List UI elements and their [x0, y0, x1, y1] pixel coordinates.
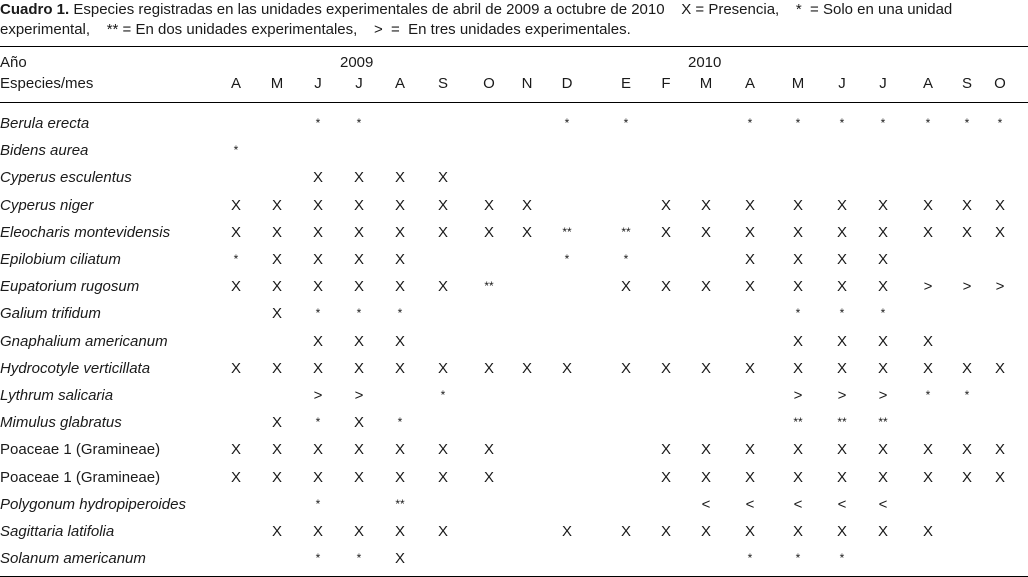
presence-cell: X	[922, 523, 933, 540]
presence-cell: **	[878, 415, 888, 430]
presence-cell: X	[353, 223, 364, 241]
presence-cell: *	[964, 116, 970, 130]
caption-label: Cuadro 1.	[0, 1, 70, 18]
presence-cell: X	[877, 278, 888, 296]
presence-cell: *	[564, 116, 570, 130]
presence-cell: X	[353, 196, 364, 214]
month-header: J	[314, 75, 322, 92]
presence-cell: X	[437, 359, 448, 377]
presence-cell: X	[877, 468, 888, 486]
species-name: Bidens aurea	[0, 142, 89, 160]
presence-cell: X	[394, 332, 405, 350]
presence-cell: *	[925, 116, 931, 130]
species-name: Eupatorium rugosum	[0, 278, 140, 296]
presence-cell: <	[793, 495, 803, 513]
month-header: O	[994, 75, 1006, 92]
presence-cell: X	[836, 468, 847, 486]
table-row	[0, 518, 1028, 545]
presence-cell: *	[315, 496, 321, 511]
month-header: M	[270, 75, 284, 92]
top-rule	[0, 46, 1028, 47]
presence-cell: X	[312, 196, 323, 214]
presence-cell: X	[836, 523, 847, 540]
presence-cell: X	[230, 359, 241, 377]
table-row	[0, 110, 1028, 137]
month-header: M	[791, 75, 805, 92]
presence-cell: *	[839, 551, 845, 566]
presence-cell: X	[922, 332, 933, 350]
presence-cell: X	[437, 523, 448, 540]
species-name: Hydrocotyle verticillata	[0, 359, 151, 377]
presence-cell: *	[880, 116, 886, 130]
year-label: Año	[0, 54, 27, 71]
presence-cell: X	[521, 196, 532, 214]
presence-cell: X	[353, 169, 364, 187]
presence-cell: X	[353, 278, 364, 296]
presence-cell: >	[962, 278, 972, 296]
presence-cell: X	[483, 468, 494, 486]
presence-cell: >	[923, 278, 933, 296]
presence-cell: X	[836, 278, 847, 296]
presence-cell: X	[394, 468, 405, 486]
presence-cell: *	[233, 252, 239, 266]
presence-cell: X	[700, 223, 711, 241]
presence-cell: X	[744, 196, 755, 214]
presence-cell: *	[233, 143, 239, 158]
presence-cell: X	[836, 223, 847, 241]
month-header: A	[230, 75, 241, 92]
month-header: J	[838, 75, 846, 92]
presence-cell: X	[271, 223, 282, 241]
species-name: Cyperus niger	[0, 196, 94, 214]
month-header: E	[620, 75, 631, 92]
month-header: O	[483, 75, 495, 92]
presence-cell: X	[922, 196, 933, 214]
presence-cell: X	[961, 468, 972, 486]
presence-cell: X	[700, 278, 711, 296]
presence-cell: <	[837, 495, 847, 513]
table-row	[0, 137, 1028, 164]
presence-cell: *	[315, 551, 321, 566]
presence-cell: X	[620, 278, 631, 296]
presence-cell: <	[701, 495, 711, 513]
species-name: Cyperus esculentus	[0, 169, 132, 187]
table-row	[0, 355, 1028, 382]
presence-cell: *	[964, 388, 970, 402]
presence-cell: X	[792, 251, 803, 268]
presence-cell: X	[353, 359, 364, 377]
presence-cell: X	[394, 441, 405, 459]
presence-cell: X	[700, 359, 711, 377]
presence-cell: X	[312, 359, 323, 377]
presence-cell: X	[394, 169, 405, 187]
presence-cell: X	[230, 196, 241, 214]
presence-cell: X	[994, 196, 1005, 214]
presence-cell: X	[961, 223, 972, 241]
presence-cell: *	[997, 116, 1003, 130]
table-row	[0, 464, 1028, 491]
presence-cell: X	[521, 223, 532, 241]
month-header: S	[961, 75, 972, 92]
presence-cell: X	[961, 196, 972, 214]
presence-cell: X	[744, 523, 755, 540]
presence-cell: *	[925, 388, 931, 402]
presence-cell: X	[437, 468, 448, 486]
presence-cell: X	[792, 359, 803, 377]
presence-cell: X	[394, 251, 405, 268]
table-row	[0, 382, 1028, 409]
presence-cell: *	[440, 388, 446, 402]
presence-cell: X	[836, 332, 847, 350]
presence-cell: X	[394, 223, 405, 241]
presence-cell: X	[994, 223, 1005, 241]
presence-cell: X	[312, 468, 323, 486]
presence-cell: X	[922, 359, 933, 377]
presence-cell: **	[484, 279, 494, 294]
year-2010: 2010	[688, 54, 722, 71]
presence-cell: X	[312, 441, 323, 459]
presence-cell: X	[700, 196, 711, 214]
presence-cell: X	[483, 359, 494, 377]
presence-cell: X	[792, 468, 803, 486]
species-name: Mimulus glabratus	[0, 414, 122, 432]
presence-cell: X	[483, 441, 494, 459]
presence-cell: X	[353, 332, 364, 350]
presence-cell: >	[313, 387, 323, 404]
presence-cell: X	[836, 196, 847, 214]
table-row	[0, 300, 1028, 327]
presence-cell: X	[271, 196, 282, 214]
presence-cell: **	[395, 496, 405, 511]
presence-cell: X	[483, 196, 494, 214]
presence-cell: X	[521, 359, 532, 377]
presence-cell: X	[620, 523, 631, 540]
caption-line-2: experimental, ** = En dos unidades experimentales, > = En tres unidades experimentales.	[0, 21, 631, 38]
presence-cell: X	[353, 468, 364, 486]
presence-cell: X	[660, 223, 671, 241]
table-row	[0, 192, 1028, 219]
year-2009: 2009	[340, 54, 374, 71]
species-name: Galium trifidum	[0, 305, 101, 323]
presence-cell: *	[623, 116, 629, 130]
presence-cell: X	[353, 441, 364, 459]
presence-cell: X	[437, 278, 448, 296]
presence-cell: X	[230, 278, 241, 296]
presence-cell: X	[312, 251, 323, 268]
presence-cell: X	[961, 359, 972, 377]
presence-cell: X	[744, 223, 755, 241]
presence-cell: X	[994, 359, 1005, 377]
presence-cell: *	[315, 415, 321, 430]
presence-cell: X	[437, 169, 448, 187]
presence-cell: X	[877, 251, 888, 268]
species-name: Gnaphalium americanum	[0, 332, 168, 350]
month-header: F	[661, 75, 671, 92]
presence-cell: X	[353, 251, 364, 268]
species-name: Lythrum salicaria	[0, 387, 114, 404]
presence-cell: X	[437, 223, 448, 241]
presence-cell: **	[837, 415, 847, 430]
table-row	[0, 246, 1028, 273]
presence-cell: *	[880, 306, 886, 321]
month-header: A	[922, 75, 933, 92]
table-row	[0, 273, 1028, 300]
presence-cell: X	[877, 441, 888, 459]
presence-cell: X	[877, 523, 888, 540]
presence-cell: X	[660, 359, 671, 377]
presence-cell: *	[356, 116, 362, 130]
presence-cell: *	[839, 306, 845, 321]
presence-cell: X	[561, 523, 572, 540]
presence-cell: X	[961, 441, 972, 459]
presence-cell: X	[230, 223, 241, 241]
presence-cell: X	[792, 332, 803, 350]
presence-cell: X	[877, 332, 888, 350]
presence-cell: X	[994, 441, 1005, 459]
presence-cell: X	[792, 196, 803, 214]
month-header: A	[744, 75, 755, 92]
presence-cell: <	[745, 495, 755, 513]
presence-cell: X	[877, 359, 888, 377]
table-row	[0, 545, 1028, 572]
presence-cell: X	[483, 223, 494, 241]
species-name: Poaceae 1 (Gramineae)	[0, 441, 161, 459]
presence-cell: *	[564, 252, 570, 266]
presence-cell: X	[877, 223, 888, 241]
presence-cell: X	[394, 359, 405, 377]
table-row	[0, 219, 1028, 246]
species-name: Berula erecta	[0, 115, 90, 132]
presence-cell: X	[660, 523, 671, 540]
presence-cell: X	[271, 523, 282, 540]
month-header: M	[699, 75, 713, 92]
presence-cell: X	[271, 468, 282, 486]
month-header: A	[394, 75, 405, 92]
presence-cell: X	[660, 441, 671, 459]
presence-cell: X	[437, 441, 448, 459]
presence-cell: X	[620, 359, 631, 377]
presence-cell: X	[700, 468, 711, 486]
presence-cell: X	[744, 468, 755, 486]
presence-cell: X	[230, 468, 241, 486]
table-row	[0, 328, 1028, 355]
presence-cell: X	[271, 251, 282, 268]
presence-cell: X	[271, 359, 282, 377]
presence-cell: *	[839, 116, 845, 130]
table-row	[0, 409, 1028, 436]
presence-cell: *	[315, 116, 321, 130]
presence-cell: *	[397, 306, 403, 321]
presence-cell: X	[394, 278, 405, 296]
header-rule	[0, 102, 1028, 103]
month-header: J	[355, 75, 363, 92]
presence-cell: X	[271, 414, 282, 432]
presence-cell: X	[353, 414, 364, 432]
presence-cell: X	[792, 278, 803, 296]
table-row	[0, 164, 1028, 191]
presence-cell: **	[621, 224, 631, 239]
presence-cell: >	[995, 278, 1005, 296]
presence-cell: *	[795, 116, 801, 130]
species-name: Poaceae 1 (Gramineae)	[0, 468, 161, 486]
presence-cell: *	[747, 551, 753, 566]
presence-cell: *	[397, 415, 403, 430]
presence-cell: X	[312, 523, 323, 540]
presence-cell: X	[437, 196, 448, 214]
presence-cell: X	[836, 359, 847, 377]
presence-cell: *	[795, 551, 801, 566]
presence-cell: X	[792, 441, 803, 459]
species-name: Epilobium ciliatum	[0, 251, 121, 268]
month-header: J	[879, 75, 887, 92]
month-header: N	[521, 75, 533, 92]
presence-cell: *	[747, 116, 753, 130]
presence-cell: X	[312, 332, 323, 350]
species-table	[0, 46, 1028, 577]
presence-cell: X	[271, 441, 282, 459]
presence-cell: X	[922, 223, 933, 241]
species-name: Solanum americanum	[0, 550, 146, 568]
presence-cell: X	[792, 223, 803, 241]
presence-cell: *	[623, 252, 629, 266]
presence-cell: X	[394, 523, 405, 540]
caption-line-1	[0, 0, 1028, 20]
presence-cell: X	[312, 169, 323, 187]
presence-cell: X	[271, 305, 282, 323]
species-month-label: Especies/mes	[0, 75, 94, 92]
presence-cell: X	[836, 441, 847, 459]
presence-cell: >	[354, 387, 364, 404]
presence-cell: *	[315, 306, 321, 321]
presence-cell: X	[660, 468, 671, 486]
presence-cell: X	[922, 441, 933, 459]
table-row	[0, 491, 1028, 518]
presence-cell: X	[877, 196, 888, 214]
presence-cell: >	[793, 387, 803, 404]
presence-cell: X	[744, 441, 755, 459]
presence-cell: X	[744, 278, 755, 296]
presence-cell: X	[744, 359, 755, 377]
caption-text-1: Especies registradas en las unidades experimentales de abril de 2009 a octubre de 2010 X = Presencia, * = Solo en una unidad	[69, 1, 953, 18]
presence-cell: X	[836, 251, 847, 268]
presence-cell: X	[792, 523, 803, 540]
presence-cell: X	[660, 196, 671, 214]
species-name: Polygonum hydropiperoides	[0, 495, 186, 513]
presence-cell: X	[700, 441, 711, 459]
presence-cell: *	[356, 306, 362, 321]
species-name: Eleocharis montevidensis	[0, 223, 171, 241]
species-name: Sagittaria latifolia	[0, 523, 115, 540]
presence-cell: X	[312, 278, 323, 296]
presence-cell: X	[660, 278, 671, 296]
presence-cell: X	[312, 223, 323, 241]
month-header: D	[561, 75, 573, 92]
presence-cell: X	[271, 278, 282, 296]
month-header: S	[437, 75, 448, 92]
presence-cell: *	[795, 306, 801, 321]
presence-cell: X	[744, 251, 755, 268]
table-row	[0, 436, 1028, 463]
presence-cell: **	[562, 224, 572, 239]
presence-cell: X	[353, 523, 364, 540]
presence-cell: X	[922, 468, 933, 486]
presence-cell: >	[878, 387, 888, 404]
presence-cell: X	[394, 550, 405, 568]
presence-cell: X	[994, 468, 1005, 486]
presence-cell: **	[793, 415, 803, 430]
presence-cell: X	[230, 441, 241, 459]
presence-cell: >	[837, 387, 847, 404]
presence-cell: <	[878, 495, 888, 513]
presence-cell: X	[700, 523, 711, 540]
presence-cell: X	[561, 359, 572, 377]
table-caption	[0, 0, 1028, 40]
presence-cell: *	[356, 551, 362, 566]
presence-cell: X	[394, 196, 405, 214]
